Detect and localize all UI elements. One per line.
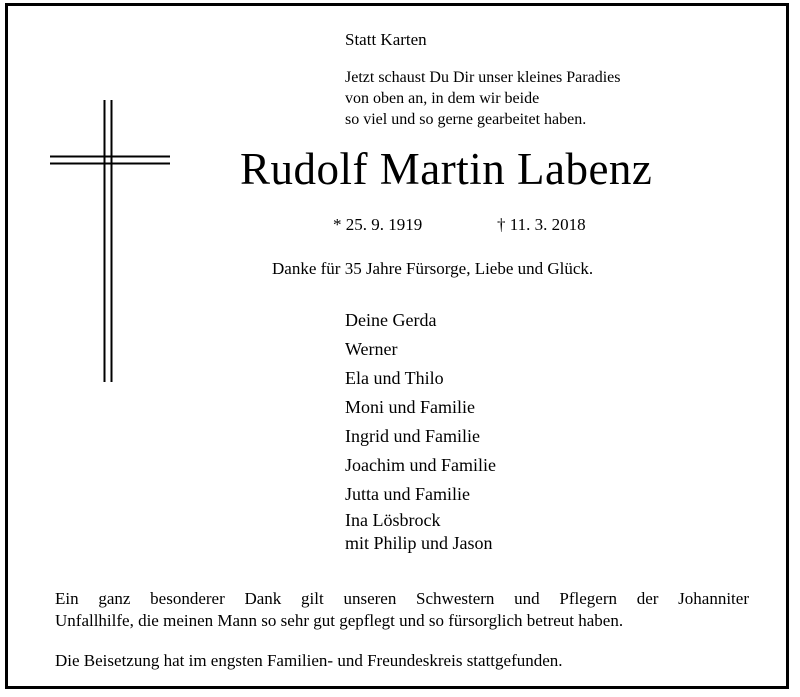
quote-line: so viel und so gerne gearbeitet haben. <box>345 111 587 128</box>
family-member: Moni und Familie <box>345 397 475 417</box>
gratitude-line: Ein ganz besonderer Dank gilt unseren Schwestern und Pflegern der Johanniter <box>55 589 749 608</box>
birth-date: * 25. 9. 1919 <box>333 215 423 234</box>
family-member: Joachim und Familie <box>345 455 496 475</box>
death-date: † 11. 3. 2018 <box>497 215 586 234</box>
gratitude-line: Unfallhilfe, die meinen Mann so sehr gut gepflegt und so fürsorglich betreut haben. <box>55 611 624 630</box>
family-member: Ela und Thilo <box>345 368 444 388</box>
quote-line: Jetzt schaust Du Dir unser kleines Paradies <box>345 69 621 86</box>
header-text: Statt Karten <box>345 30 427 49</box>
quote-line: von oben an, in dem wir beide <box>345 90 540 107</box>
quote-block <box>345 67 620 130</box>
cross-icon <box>50 100 170 382</box>
family-member: Ina Lösbrock <box>345 510 441 530</box>
family-member: Deine Gerda <box>345 310 437 330</box>
family-member: Jutta und Familie <box>345 484 470 504</box>
gratitude-paragraph <box>55 588 749 632</box>
family-member: Werner <box>345 339 398 359</box>
deceased-name: Rudolf Martin Labenz <box>240 144 653 194</box>
thanks-line: Danke für 35 Jahre Fürsorge, Liebe und Glück. <box>272 259 594 278</box>
family-list <box>345 306 496 555</box>
burial-note: Die Beisetzung hat im engsten Familien- und Freundeskreis stattgefunden. <box>55 651 563 670</box>
family-member: Ingrid und Familie <box>345 426 480 446</box>
family-member: mit Philip und Jason <box>345 533 493 553</box>
